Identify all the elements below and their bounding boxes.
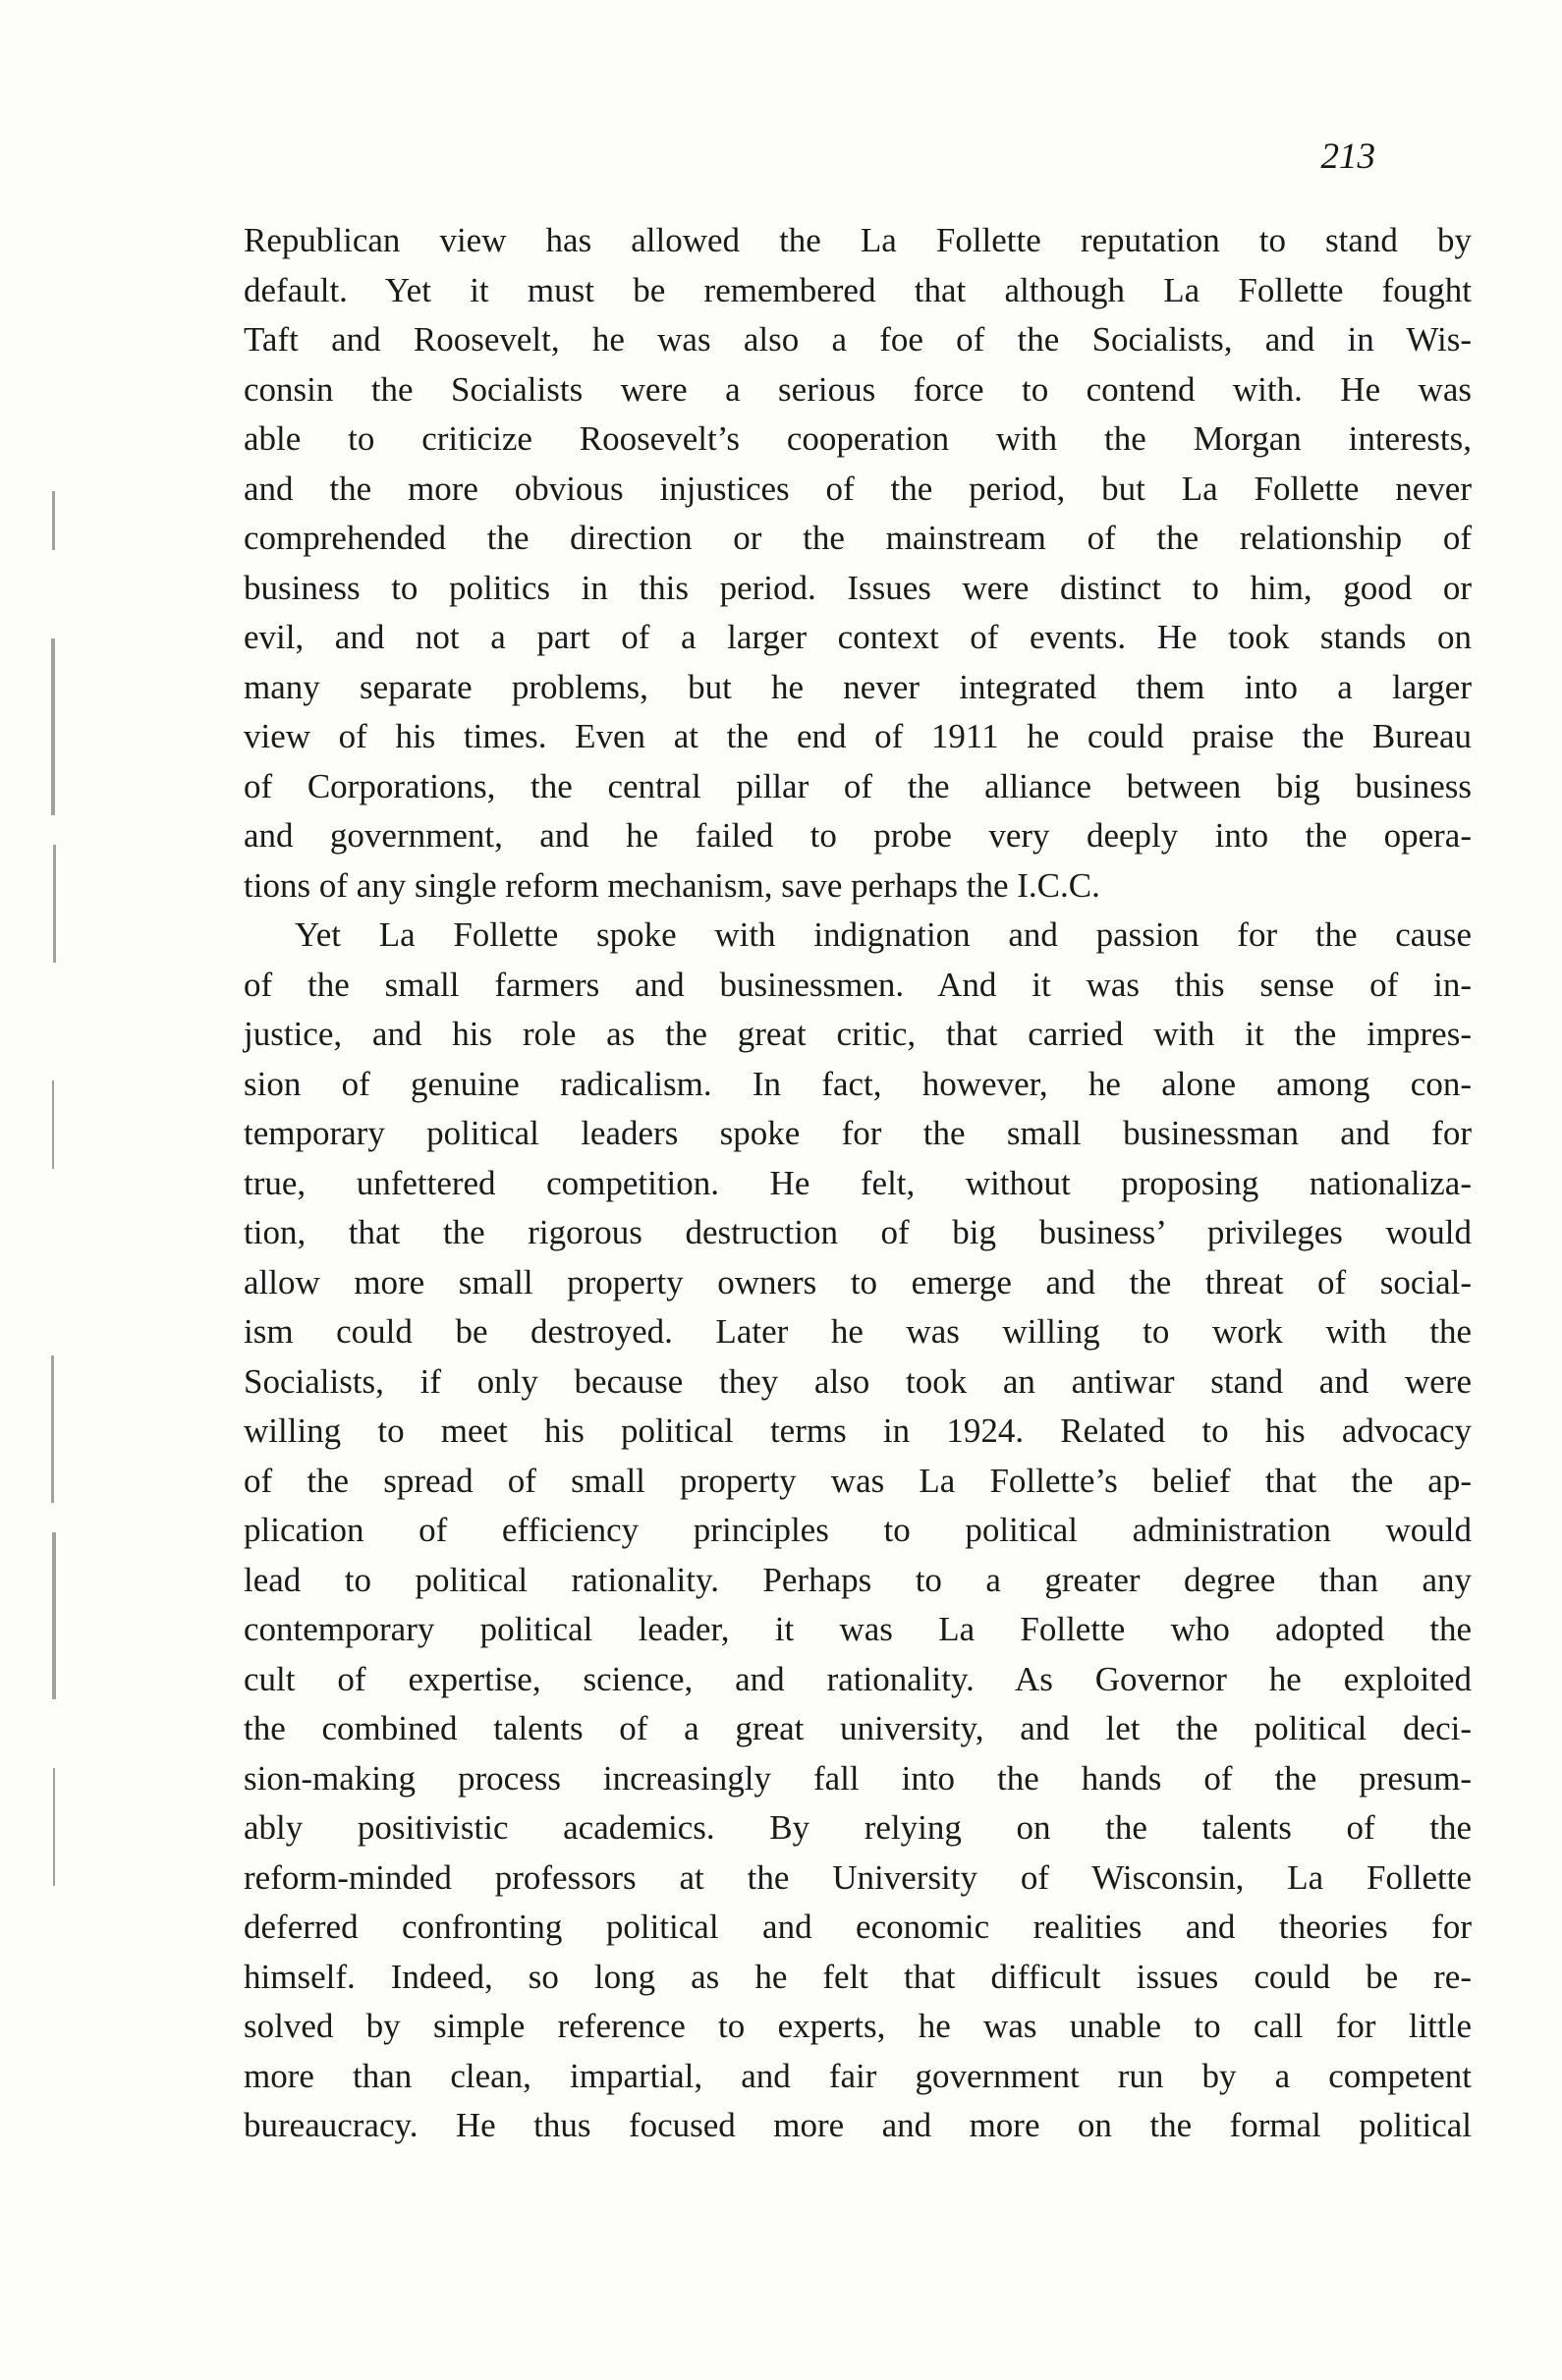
text-line: justice, and his role as the great critic, that carried with it the impres- [244,1015,1472,1053]
scan-artifact [51,1356,54,1503]
text-line: tion, that the rigorous destruction of big business’ privileges would [244,1213,1472,1251]
text-line: consin the Socialists were a serious force to contend with. He was [244,369,1472,409]
text-line: cult of expertise, science, and rationality. As Governor he exploited [244,1659,1472,1698]
text-line: of Corporations, the central pillar of the alliance between big business [244,766,1472,805]
body-text [244,216,1472,2151]
text-line: ism could be destroyed. Later he was willing to work with the [244,1312,1472,1351]
text-line: tions of any single reform mechanism, save perhaps the I.C.C. [244,865,1100,905]
text-line: able to criticize Roosevelt’s cooperation with the Morgan interests, [244,419,1472,458]
scan-artifact [52,1532,56,1699]
text-line: Yet La Follette spoke with indignation and passion for the cause [295,915,1472,954]
text-line: Republican view has allowed the La Follette reputation to stand by [244,221,1472,259]
text-line: bureaucracy. He thus focused more and more on the formal political [244,2106,1472,2144]
text-line: lead to political rationality. Perhaps to a greater degree than any [244,1560,1472,1599]
text-line: solved by simple reference to experts, he was unable to call for little [244,2007,1472,2045]
text-line: evil, and not a part of a larger context of events. He took stands on [244,618,1472,656]
text-line: default. Yet it must be remembered that although La Follette fought [244,270,1472,309]
text-line: of the small farmers and businessmen. And it was this sense of in- [244,965,1472,1004]
text-line: and government, and he failed to probe very deeply into the opera- [244,816,1472,855]
text-line: and the more obvious injustices of the period, but La Follette never [244,469,1472,508]
text-line: allow more small property owners to emerge and the threat of social- [244,1262,1472,1301]
text-line: view of his times. Even at the end of 1911 he could praise the Bureau [244,717,1472,755]
text-line: deferred confronting political and economic realities and theories for [244,1908,1472,1946]
text-line: business to politics in this period. Issues were distinct to him, good or [244,568,1472,607]
text-line: sion of genuine radicalism. In fact, however, he alone among con- [244,1064,1472,1103]
text-line: temporary political leaders spoke for the small businessman and for [244,1114,1472,1152]
scan-artifact [52,491,55,550]
text-line: contemporary political leader, it was La Follette who adopted the [244,1610,1472,1648]
scan-artifact [51,638,55,815]
text-line: Taft and Roosevelt, he was also a foe of the Socialists, and in Wis- [244,320,1472,359]
text-line: himself. Indeed, so long as he felt that difficult issues could be re- [244,1957,1472,1996]
page-number: 213 [1320,137,1375,177]
text-line: reform-minded professors at the University of Wisconsin, La Follette [244,1857,1472,1897]
text-line: the combined talents of a great university, and let the political deci- [244,1709,1472,1747]
text-line: of the spread of small property was La Follette’s belief that the ap- [244,1461,1472,1500]
text-line: more than clean, impartial, and fair government run by a competent [244,2056,1472,2095]
text-line: many separate problems, but he never integrated them into a larger [244,667,1472,706]
text-line: comprehended the direction or the mainstream of the relationship of [244,519,1472,557]
text-line: sion-making process increasingly fall into the hands of the presum- [244,1758,1472,1798]
text-line: willing to meet his political terms in 1924. Related to his advocacy [244,1411,1472,1450]
scan-artifact [53,845,56,963]
scan-artifact [52,1080,54,1169]
text-line: ably positivistic academics. By relying on the talents of the [244,1808,1472,1847]
text-line: true, unfettered competition. He felt, without proposing nationaliza- [244,1163,1472,1202]
scan-artifact [53,1768,55,1886]
text-line: plication of efficiency principles to political administration would [244,1511,1472,1549]
text-line: Socialists, if only because they also took an antiwar stand and were [244,1361,1472,1401]
